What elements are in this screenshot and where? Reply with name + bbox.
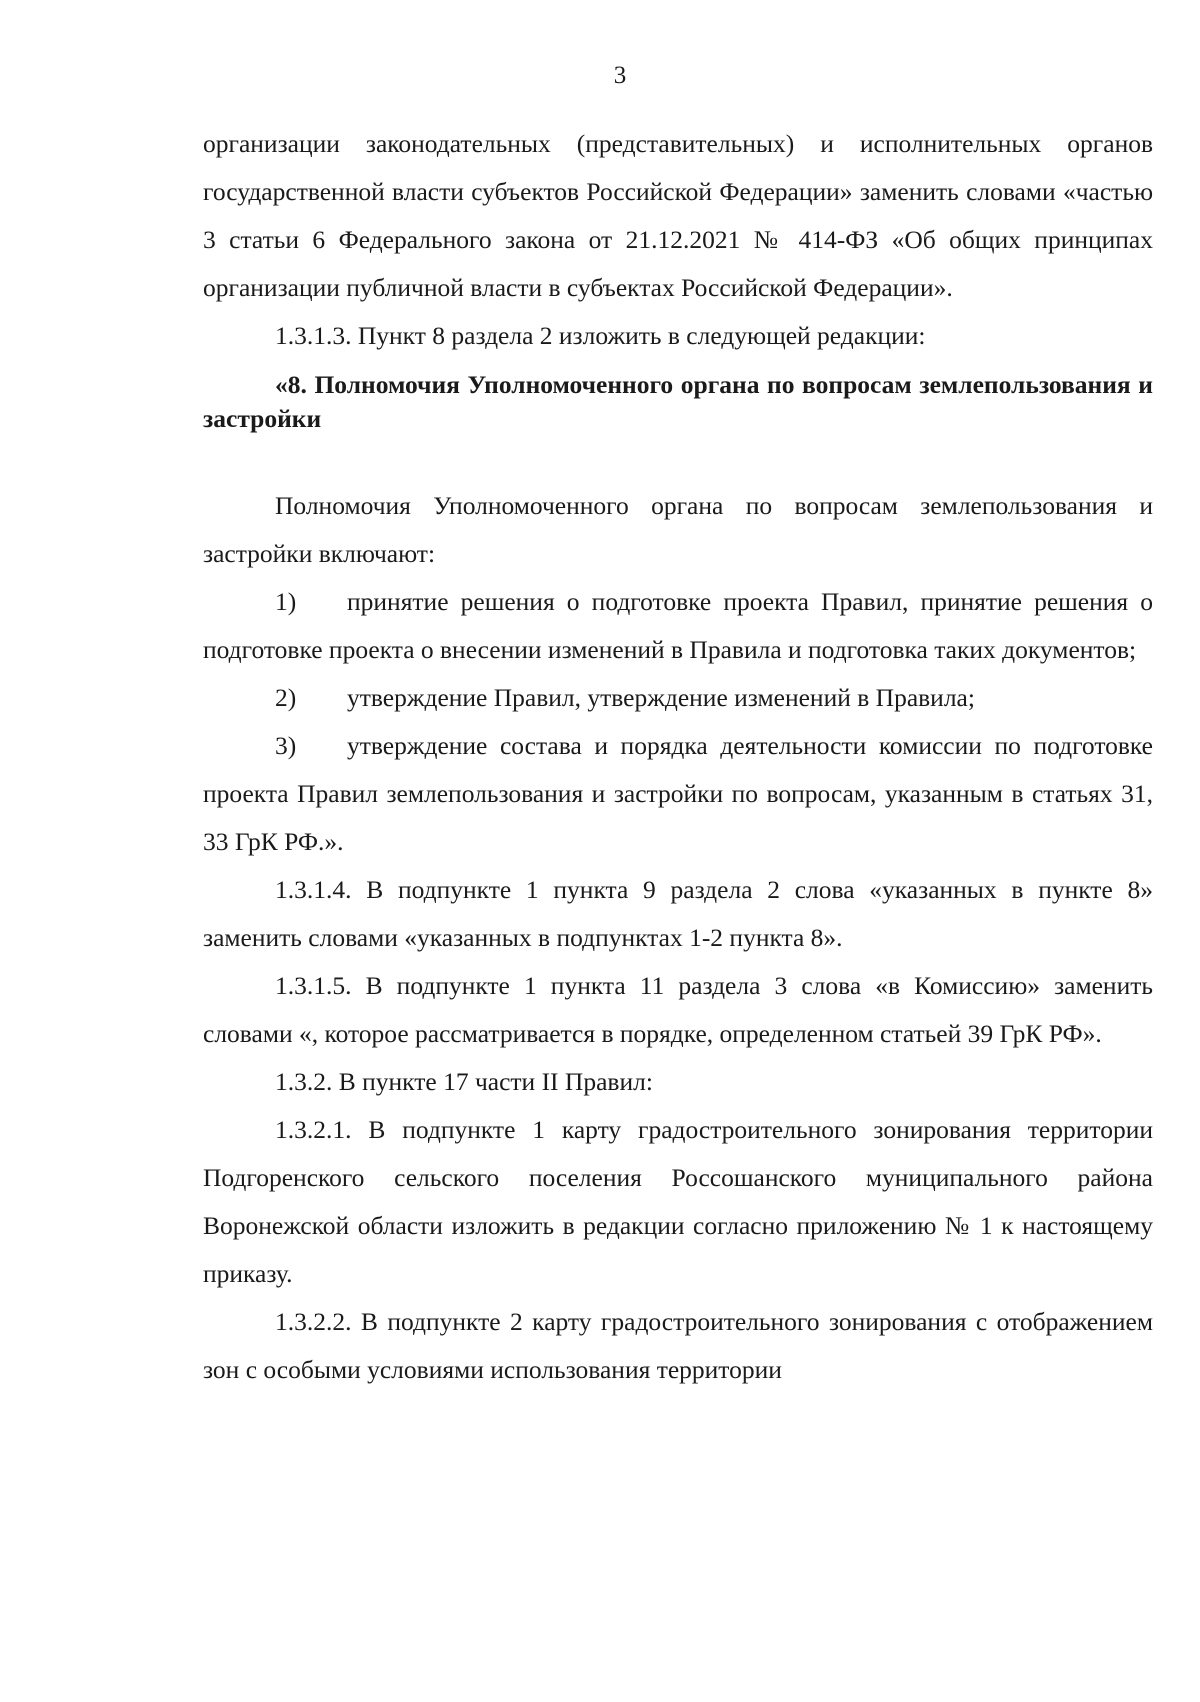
list-item-number: 1) [275, 587, 297, 616]
paragraph-1-3-1-4: 1.3.1.4. В подпункте 1 пункта 9 раздела 2 слова «указанных в пункте 8» заменить словами «указанных в подпунктах 1-2 пункта 8». [203, 875, 1153, 952]
list-item-text: утверждение состава и порядка деятельности комиссии по подготовке проекта Правил землепользования и застройки по вопросам, указанным в статьях 31, 33 ГрК РФ.». [203, 731, 1153, 856]
list-item [203, 578, 1153, 674]
list-item [203, 674, 1153, 722]
spacer [203, 436, 1153, 482]
document-body [203, 120, 1153, 1394]
page-number: 3 [613, 62, 627, 89]
paragraph-1-3-2-1: 1.3.2.1. В подпункте 1 карту градостроительного зонирования территории Подгоренского сельского поселения Россошанского муниципального района Воронежской области изложить в редакции согласно приложению № 1 к настоящему приказу. [203, 1115, 1153, 1288]
list-item [203, 722, 1153, 866]
list-item-number: 3) [275, 731, 297, 760]
section-heading: «8. Полномочия Уполномоченного органа по вопросам землепользования и застройки [203, 370, 1153, 433]
list-item-text: утверждение Правил, утверждение изменений в Правила; [347, 683, 975, 712]
paragraph-powers-intro: Полномочия Уполномоченного органа по вопросам землепользования и застройки включают: [203, 491, 1153, 568]
list-item-number: 2) [275, 683, 297, 712]
paragraph-1-3-2: 1.3.2. В пункте 17 части II Правил: [275, 1067, 653, 1096]
list-item-text: принятие решения о подготовке проекта Правил, принятие решения о подготовке проекта о внесении изменений в Правила и подготовка таких документов; [203, 587, 1153, 664]
paragraph-1-3-2-2: 1.3.2.2. В подпункте 2 карту градостроительного зонирования с отображением зон с особыми условиями использования территории [203, 1307, 1153, 1384]
paragraph-1-3-1-5: 1.3.1.5. В подпункте 1 пункта 11 раздела 3 слова «в Комиссию» заменить словами «, которое рассматривается в порядке, определенном статьей 39 ГрК РФ». [203, 971, 1153, 1048]
paragraph-1-3-1-3: 1.3.1.3. Пункт 8 раздела 2 изложить в следующей редакции: [275, 321, 926, 350]
paragraph-1: организации законодательных (представительных) и исполнительных органов государственной власти субъектов Российской Федерации» заменить словами «частью 3 статьи 6 Федерального закона от 21.12.2021 № 414-ФЗ «Об общих принципах организации публичной власти в субъектах Российской Федерации». [203, 129, 1153, 302]
